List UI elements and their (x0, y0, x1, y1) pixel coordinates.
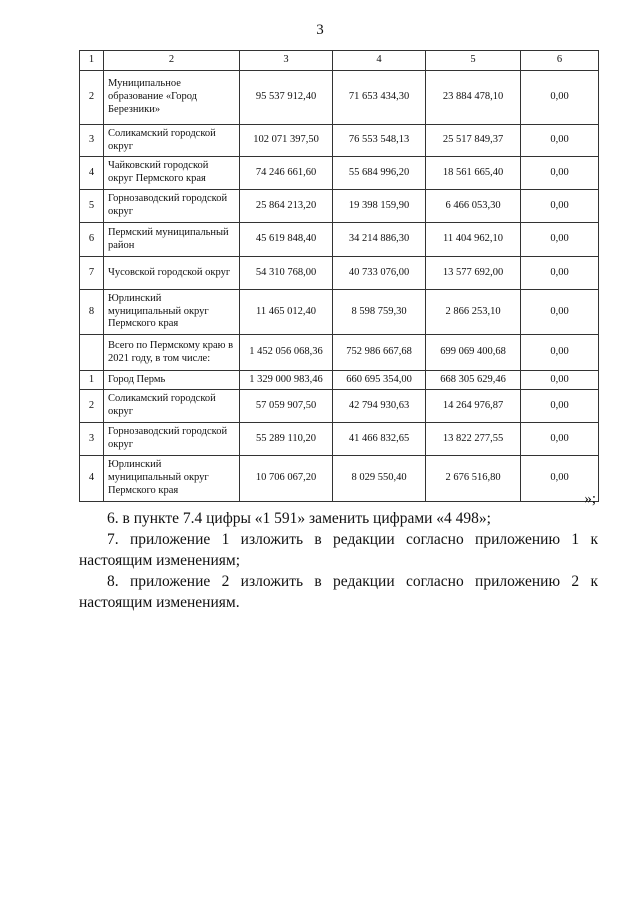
value-col6: 0,00 (521, 71, 599, 125)
value-col5: 668 305 629,46 (426, 371, 521, 390)
municipality-name: Горнозаводский городской округ (104, 190, 240, 223)
value-col4: 42 794 930,63 (333, 390, 426, 423)
value-col6: 0,00 (521, 157, 599, 190)
value-col4: 40 733 076,00 (333, 257, 426, 290)
row-number: 3 (80, 423, 104, 456)
value-col6: 0,00 (521, 257, 599, 290)
value-col5: 2 676 516,80 (426, 456, 521, 502)
value-col6: 0,00 (521, 335, 599, 371)
paragraph-6-text: 6. в пункте 7.4 цифры «1 591» заменить цифрами «4 498»; (107, 510, 491, 527)
value-col3: 95 537 912,40 (240, 71, 333, 125)
header-cell: 1 (80, 51, 104, 71)
header-cell: 6 (521, 51, 599, 71)
value-col5: 18 561 665,40 (426, 157, 521, 190)
row-number (80, 335, 104, 371)
header-cell: 5 (426, 51, 521, 71)
municipality-name: Пермский муниципальный район (104, 223, 240, 257)
value-col6: 0,00 (521, 423, 599, 456)
value-col4: 41 466 832,65 (333, 423, 426, 456)
table-row (80, 390, 599, 423)
value-col4: 660 695 354,00 (333, 371, 426, 390)
table-row (80, 371, 599, 390)
value-col5: 13 577 692,00 (426, 257, 521, 290)
page-number: 3 (316, 22, 324, 38)
table-row (80, 257, 599, 290)
value-col6: 0,00 (521, 190, 599, 223)
table-row-total (80, 335, 599, 371)
paragraph-7-text: 7. приложение 1 изложить в редакции согласно приложению 1 к настоящим изменениям; (79, 531, 598, 569)
header-cell: 2 (104, 51, 240, 71)
closing-quote: »; (584, 491, 596, 507)
value-col4: 19 398 159,90 (333, 190, 426, 223)
municipality-name: Чусовской городской округ (104, 257, 240, 290)
row-number: 4 (80, 456, 104, 502)
total-label: Всего по Пермскому краю в 2021 году, в том числе: (104, 335, 240, 371)
value-col4: 71 653 434,30 (333, 71, 426, 125)
row-number: 4 (80, 157, 104, 190)
municipality-name: Чайковский городской округ Пермского края (104, 157, 240, 190)
value-col3: 45 619 848,40 (240, 223, 333, 257)
value-col3: 74 246 661,60 (240, 157, 333, 190)
value-col6: 0,00 (521, 456, 599, 502)
value-col3: 1 452 056 068,36 (240, 335, 333, 371)
table-row (80, 125, 599, 157)
value-col3: 10 706 067,20 (240, 456, 333, 502)
value-col5: 699 069 400,68 (426, 335, 521, 371)
municipality-name: Муниципальное образование «Город Березники» (104, 71, 240, 125)
value-col5: 13 822 277,55 (426, 423, 521, 456)
value-col5: 11 404 962,10 (426, 223, 521, 257)
value-col5: 25 517 849,37 (426, 125, 521, 157)
paragraph-7 (79, 530, 598, 572)
row-number: 3 (80, 125, 104, 157)
value-col3: 57 059 907,50 (240, 390, 333, 423)
table-row (80, 157, 599, 190)
value-col4: 55 684 996,20 (333, 157, 426, 190)
row-number: 7 (80, 257, 104, 290)
value-col3: 1 329 000 983,46 (240, 371, 333, 390)
municipality-name: Юрлинский муниципальный округ Пермского края (104, 290, 240, 335)
table-row (80, 71, 599, 125)
value-col4: 76 553 548,13 (333, 125, 426, 157)
table-header-row (80, 51, 599, 71)
value-col5: 2 866 253,10 (426, 290, 521, 335)
paragraph-8-text: 8. приложение 2 изложить в редакции согласно приложению 2 к настоящим изменениям. (79, 573, 598, 611)
value-col4: 8 029 550,40 (333, 456, 426, 502)
row-number: 2 (80, 71, 104, 125)
value-col3: 55 289 110,20 (240, 423, 333, 456)
value-col5: 23 884 478,10 (426, 71, 521, 125)
value-col6: 0,00 (521, 371, 599, 390)
table-row (80, 223, 599, 257)
value-col3: 102 071 397,50 (240, 125, 333, 157)
row-number: 1 (80, 371, 104, 390)
row-number: 5 (80, 190, 104, 223)
row-number: 8 (80, 290, 104, 335)
table-row (80, 190, 599, 223)
value-col6: 0,00 (521, 290, 599, 335)
value-col6: 0,00 (521, 390, 599, 423)
header-cell: 3 (240, 51, 333, 71)
table-row (80, 290, 599, 335)
municipality-name: Горнозаводский городской округ (104, 423, 240, 456)
paragraph-8 (79, 572, 598, 614)
value-col4: 8 598 759,30 (333, 290, 426, 335)
row-number: 6 (80, 223, 104, 257)
row-number: 2 (80, 390, 104, 423)
value-col3: 11 465 012,40 (240, 290, 333, 335)
municipality-name: Соликамский городской округ (104, 125, 240, 157)
table-row (80, 423, 599, 456)
municipality-name: Город Пермь (104, 371, 240, 390)
header-cell: 4 (333, 51, 426, 71)
value-col5: 6 466 053,30 (426, 190, 521, 223)
value-col4: 34 214 886,30 (333, 223, 426, 257)
value-col6: 0,00 (521, 223, 599, 257)
municipality-name: Соликамский городской округ (104, 390, 240, 423)
budget-table (79, 50, 599, 502)
value-col3: 54 310 768,00 (240, 257, 333, 290)
value-col3: 25 864 213,20 (240, 190, 333, 223)
paragraph-6 (79, 509, 598, 530)
value-col6: 0,00 (521, 125, 599, 157)
table-row (80, 456, 599, 502)
value-col4: 752 986 667,68 (333, 335, 426, 371)
municipality-name: Юрлинский муниципальный округ Пермского края (104, 456, 240, 502)
value-col5: 14 264 976,87 (426, 390, 521, 423)
